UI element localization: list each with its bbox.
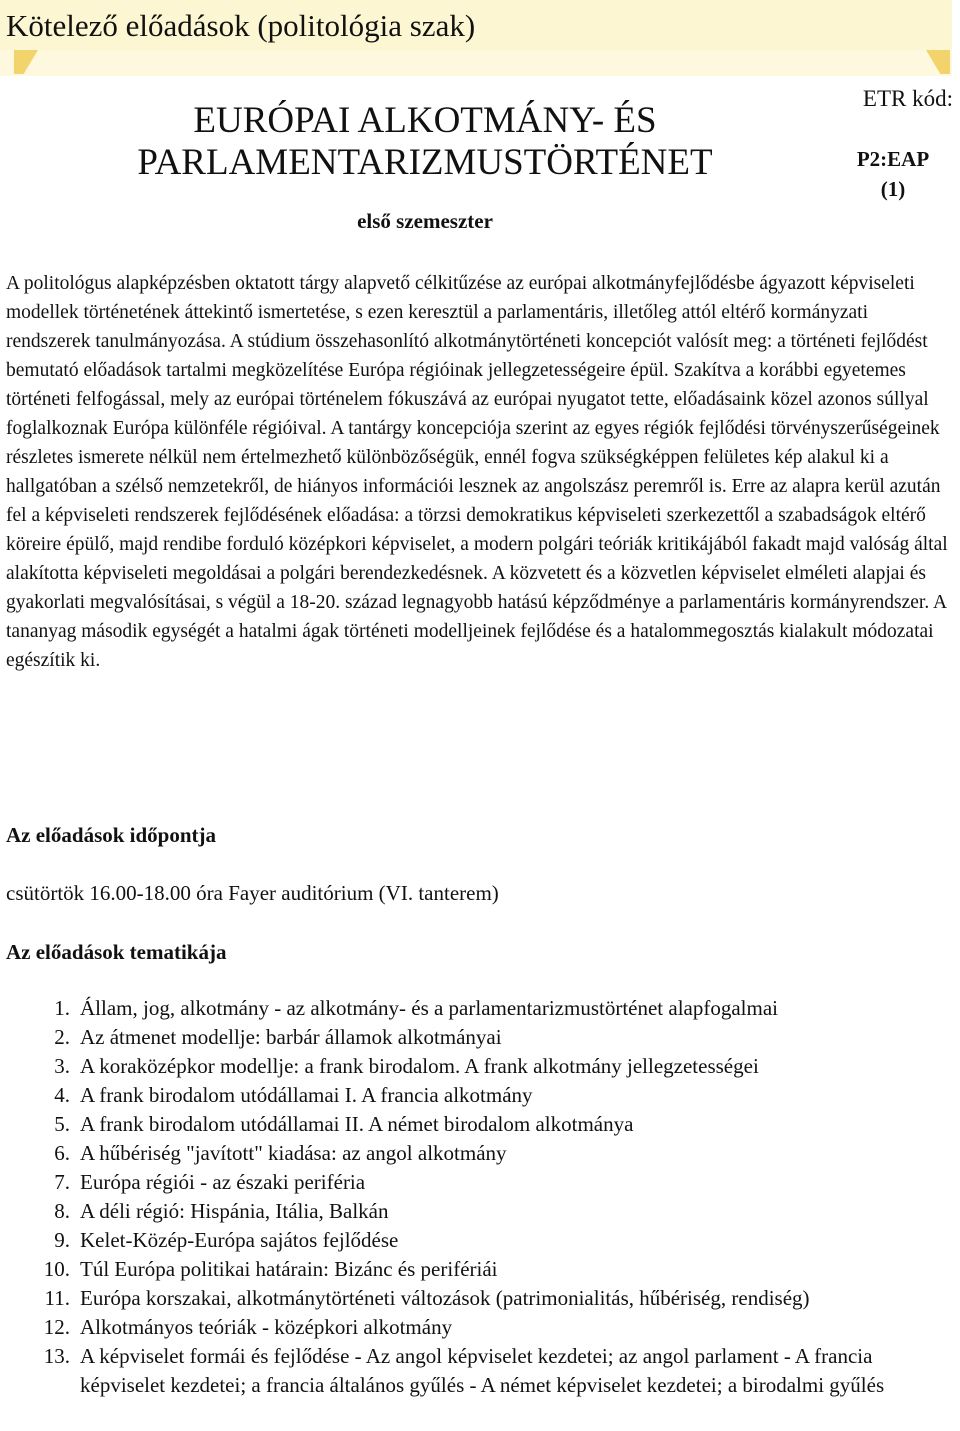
list-item (0, 1284, 960, 1313)
header-banner-strip (0, 50, 952, 76)
course-description: A politológus alapképzésben oktatott tárgy alapvető célkitűzése az európai alkotmányfejlődésbe ágyazott képviseleti modellek történetének áttekintő ismertetése, s ezen keresztül a parlamentáris, illetőleg attól eltérő kormányzati rendszerek tanulmányozása. A stúdium összehasonlító alkotmánytörténeti koncepciót valósít meg: a történeti fejlődést bemutató előadások tartalmi megközelítése Európa régióinak jellegzetességeire épül. Szakítva a korábbi egyetemes történeti felfogással, mely az európai történelem fókuszává az európai nyugatot tette, előadásaink közel azonos súllyal foglalkoznak Európa különféle régióival. A tantárgy koncepciója szerint az egyes régiók fejlődési törvényszerűségeinek részletes ismerete nélkül nem értelmezhető különbözőségük, ennél fogva szükségképpen felületes kép alakul ki a hallgatóban a szélső nemzetekről, de hiányos információi lesznek az angolszász peremről is. Erre az alapra kerül azután fel a képviseleti rendszerek fejlődésének előadása: a törzsi demokratikus képviseleti szerkezettől a szabadságok eltérő köreire épülő, majd rendibe forduló középkori képviselet, a modern polgári teóriák kritikájából fakadt majd valóság által alakította képviseleti megoldásai a polgári berendezkedésnek. A közvetett és a közvetlen képviselet elméleti alapjai és gyakorlati megvalósításai, s végül a 18-20. század legnagyobb hatású képződménye a parlamentáris kormányrendszer. A tananyag második egységét a hatalmi ágak történeti modelljeinek fejlődése és a hatalommegosztás kialakult módozatai egészítik ki. (6, 273, 948, 671)
page-title: Kötelező előadások (politológia szak) (6, 8, 476, 43)
list-item-number: 9. (54, 1228, 70, 1252)
list-item-number: 8. (54, 1199, 70, 1223)
list-item (0, 1023, 960, 1052)
list-item-text: Az átmenet modellje: barbár államok alkotmányai (80, 1025, 502, 1049)
etr-code-label: ETR kód: (862, 86, 953, 111)
course-title-line-2: PARLAMENTARIZMUSTÖRTÉNET (137, 142, 713, 183)
list-item-text: A déli régió: Hispánia, Itália, Balkán (80, 1199, 389, 1223)
list-item-number: 5. (54, 1112, 70, 1136)
topics-list (0, 994, 960, 1400)
list-item-text: Európa korszakai, alkotmánytörténeti változások (patrimonialitás, hűbériség, rendiség) (80, 1286, 810, 1310)
course-title-line-1: EURÓPAI ALKOTMÁNY- ÉS (193, 100, 657, 141)
list-item-text: A koraközépkor modellje: a frank birodalom. A frank alkotmány jellegzetességei (80, 1054, 759, 1078)
list-item (0, 1110, 960, 1139)
list-item (0, 1226, 960, 1255)
list-item-number: 13. (43, 1344, 70, 1368)
list-item (0, 1052, 960, 1081)
list-item-text: A hűbériség "javított" kiadása: az angol alkotmány (80, 1141, 507, 1165)
list-item (0, 994, 960, 1023)
list-item-text: Európa régiói - az északi periféria (80, 1170, 366, 1194)
header-banner (0, 0, 952, 50)
semester-label: első szemeszter (357, 209, 493, 233)
course-title (100, 100, 750, 184)
list-item (0, 1255, 960, 1284)
list-item-number: 12. (43, 1315, 70, 1339)
list-item (0, 1139, 960, 1168)
etr-code-value (833, 144, 953, 204)
list-item (0, 1313, 960, 1342)
list-item-text: A frank birodalom utódállamai II. A német birodalom alkotmánya (80, 1112, 634, 1136)
list-item-number: 2. (54, 1025, 70, 1049)
etr-code-line-2: (1) (880, 177, 906, 201)
schedule-heading: Az előadások időpontja (6, 823, 217, 847)
list-item (0, 1168, 960, 1197)
list-item-text: Állam, jog, alkotmány - az alkotmány- és a parlamentarizmustörténet alapfogalmai (80, 996, 778, 1020)
list-item-number: 10. (43, 1257, 70, 1281)
etr-code-line-1: P2:EAP (856, 147, 930, 171)
list-item-text: A frank birodalom utódállamai I. A francia alkotmány (80, 1083, 533, 1107)
list-item-number: 11. (44, 1286, 70, 1310)
schedule-text: csütörtök 16.00-18.00 óra Fayer auditórium (VI. tanterem) (6, 881, 499, 905)
list-item-text: Alkotmányos teóriák - középkori alkotmány (80, 1315, 453, 1339)
list-item-text: Kelet-Közép-Európa sajátos fejlődése (80, 1228, 399, 1252)
list-item (0, 1081, 960, 1110)
list-item-number: 4. (54, 1083, 70, 1107)
list-item-text: Túl Európa politikai határain: Bizánc és perifériái (80, 1257, 498, 1281)
list-item-number: 1. (54, 996, 70, 1020)
list-item (0, 1342, 960, 1400)
list-item-number: 7. (54, 1170, 70, 1194)
topics-heading: Az előadások tematikája (6, 940, 227, 964)
list-item-text: A képviselet formái és fejlődése - Az angol képviselet kezdetei; az angol parlament - A francia képviselet kezdetei; a francia általános gyűlés - A német képviselet kezdetei; a birodalmi gyűlés (80, 1344, 885, 1397)
list-item-number: 6. (54, 1141, 70, 1165)
list-item (0, 1197, 960, 1226)
list-item-number: 3. (54, 1054, 70, 1078)
